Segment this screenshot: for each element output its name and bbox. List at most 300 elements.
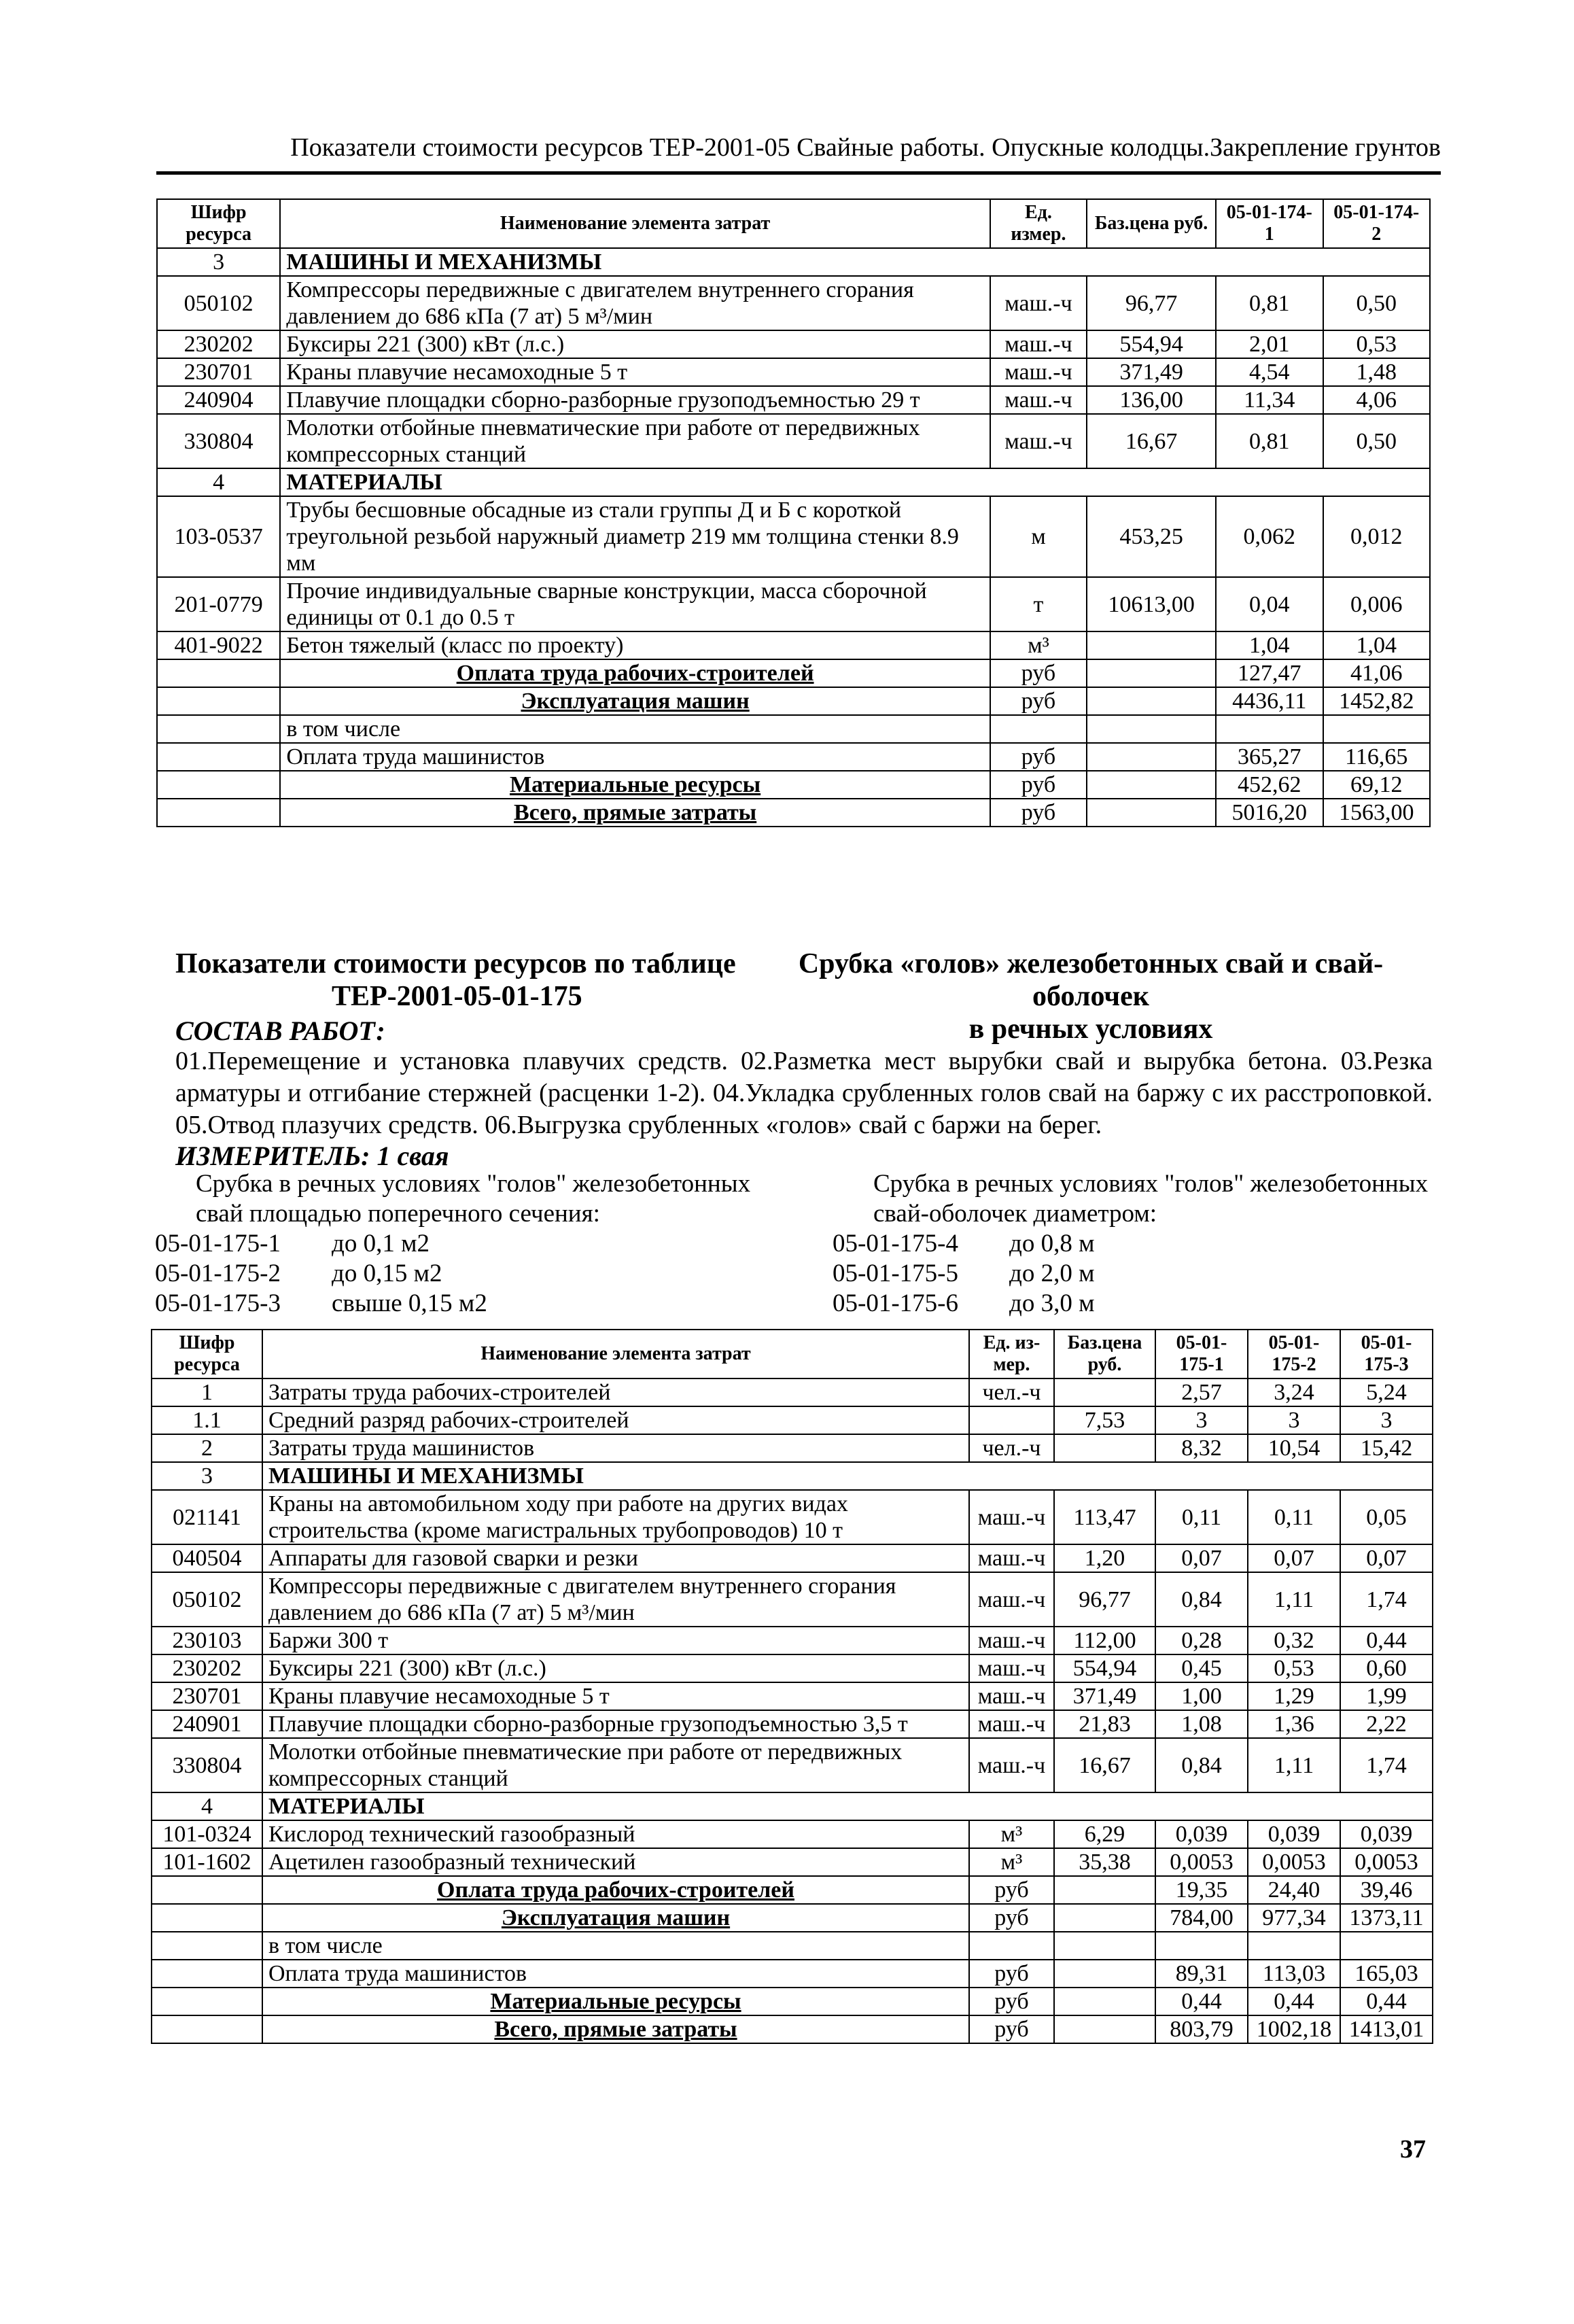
cell-price — [1087, 659, 1216, 687]
cell-value: 1,99 — [1340, 1682, 1433, 1710]
cell-value: 0,05 — [1340, 1490, 1433, 1544]
cell-name: Кислород технический газообразный — [262, 1820, 969, 1848]
cell-unit: маш.-ч — [969, 1627, 1054, 1654]
cell-value: 0,53 — [1248, 1654, 1340, 1682]
table-row — [152, 1378, 1433, 1406]
cell-unit: руб — [990, 771, 1087, 799]
variant-item — [155, 1289, 821, 1319]
table-row — [152, 1406, 1433, 1434]
table-row — [152, 1932, 1433, 1960]
left-intro-line2: свай площадью поперечного сечения: — [196, 1200, 600, 1228]
cell-value: 3 — [1340, 1406, 1433, 1434]
cell-blank — [157, 743, 280, 771]
resource-table-175 — [151, 1329, 1433, 2044]
table-row — [157, 496, 1430, 577]
cell-name: Компрессоры передвижные с двигателем внутреннего сгорания давлением до 686 кПа (7 ат) 5 м³/мин — [262, 1572, 969, 1627]
table-row — [157, 631, 1430, 659]
cell-name: Компрессоры передвижные с двигателем внутреннего сгорания давлением до 686 кПа (7 ат) 5 м³/мин — [280, 276, 990, 330]
cell-unit: руб — [969, 1960, 1054, 1988]
cell-value: 1,74 — [1340, 1572, 1433, 1627]
cell-value: 0,50 — [1323, 414, 1430, 468]
cell-unit: м — [990, 496, 1087, 577]
cell-price — [1087, 715, 1216, 743]
cell-price: 21,83 — [1054, 1710, 1155, 1738]
left-variants — [155, 1169, 821, 1319]
cell-value: 0,11 — [1248, 1490, 1340, 1544]
cell-code: 3 — [157, 248, 280, 276]
cell-value: 0,81 — [1216, 414, 1323, 468]
cell-name: Средний разряд рабочих-строителей — [262, 1406, 969, 1434]
cell-unit — [969, 1932, 1054, 1960]
cell-price — [1087, 743, 1216, 771]
table-row — [152, 1710, 1433, 1738]
cell-price: 136,00 — [1087, 386, 1216, 414]
cell-value: 165,03 — [1340, 1960, 1433, 1988]
cell-value: 19,35 — [1155, 1876, 1248, 1904]
variant-text: до 3,0 м — [1009, 1289, 1095, 1317]
cell-unit: руб — [990, 659, 1087, 687]
cell-price: 16,67 — [1087, 414, 1216, 468]
variant-code: 05-01-175-5 — [833, 1260, 958, 1287]
cell-unit: руб — [990, 799, 1087, 827]
cell-code: 240904 — [157, 386, 280, 414]
cell-value: 2,22 — [1340, 1710, 1433, 1738]
cell-code: 201-0779 — [157, 577, 280, 631]
cell-summary-name: Материальные ресурсы — [280, 771, 990, 799]
cell-value: 0,32 — [1248, 1627, 1340, 1654]
cell-unit: м³ — [969, 1820, 1054, 1848]
cell-value: 0,11 — [1155, 1490, 1248, 1544]
cell-summary-name: Оплата труда машинистов — [280, 743, 990, 771]
cell-value: 1,29 — [1248, 1682, 1340, 1710]
table-body — [152, 1378, 1433, 2043]
col-header-name: Наименование элемента затрат — [262, 1330, 969, 1378]
cell-price: 1,20 — [1054, 1544, 1155, 1572]
cell-code: 230202 — [157, 330, 280, 358]
cell-unit — [990, 715, 1087, 743]
table-row — [157, 715, 1430, 743]
variant-code: 05-01-175-3 — [155, 1289, 281, 1317]
cell-price — [1087, 687, 1216, 715]
cell-blank — [157, 687, 280, 715]
cell-code: 021141 — [152, 1490, 262, 1544]
cell-name: Молотки отбойные пневматические при работе от передвижных компрессорных станций — [280, 414, 990, 468]
cell-value: 2,57 — [1155, 1378, 1248, 1406]
cell-unit: маш.-ч — [990, 386, 1087, 414]
variant-code: 05-01-175-2 — [155, 1260, 281, 1287]
cell-blank — [157, 771, 280, 799]
cell-blank — [152, 1876, 262, 1904]
cell-value: 0,07 — [1248, 1544, 1340, 1572]
variant-item — [155, 1229, 821, 1259]
resource-table-174 — [156, 198, 1431, 827]
cell-value — [1323, 715, 1430, 743]
cell-value: 977,34 — [1248, 1904, 1340, 1932]
title-left-line1: Показатели стоимости ресурсов по таблице — [175, 948, 736, 979]
table-row — [152, 1490, 1433, 1544]
cell-name: Буксиры 221 (300) кВт (л.с.) — [262, 1654, 969, 1682]
cell-code: 040504 — [152, 1544, 262, 1572]
cell-value: 4,54 — [1216, 358, 1323, 386]
cell-value: 41,06 — [1323, 659, 1430, 687]
cell-name: Буксиры 221 (300) кВт (л.с.) — [280, 330, 990, 358]
cell-value: 69,12 — [1323, 771, 1430, 799]
cell-blank — [157, 659, 280, 687]
cell-unit: маш.-ч — [990, 358, 1087, 386]
work-composition-text: 01.Перемещение и установка плавучих средств. 02.Разметка мест вырубки свай и вырубка бетона. 03.Резка арматуры и отгибание стержней (расценки 1-2). 04.Укладка срубленных голов свай на баржу с их расстроповкой. 05.Отвод плазучих средств. 06.Выгрузка срубленных «голов» свай с баржи на берег. — [175, 1047, 1433, 1139]
cell-value: 0,44 — [1248, 1988, 1340, 2015]
cell-name: Баржи 300 т — [262, 1627, 969, 1654]
page-number: 37 — [1400, 2135, 1426, 2164]
variant-item — [833, 1259, 1444, 1289]
cell-unit: маш.-ч — [969, 1572, 1054, 1627]
col-header-code: Шифр ресурса — [152, 1330, 262, 1378]
cell-value: 0,81 — [1216, 276, 1323, 330]
table-body — [157, 248, 1430, 827]
cell-summary-name: Оплата труда машинистов — [262, 1960, 969, 1988]
table-row — [152, 1434, 1433, 1462]
cell-price: 7,53 — [1054, 1406, 1155, 1434]
work-composition-heading: СОСТАВ РАБОТ: — [175, 1016, 385, 1046]
variant-item — [833, 1229, 1444, 1259]
table-row — [152, 1572, 1433, 1627]
cell-summary-name: Эксплуатация машин — [280, 687, 990, 715]
col-header-v3: 05-01-175-3 — [1340, 1330, 1433, 1378]
cell-name: Плавучие площадки сборно-разборные грузоподъемностью 3,5 т — [262, 1710, 969, 1738]
table-row — [152, 1904, 1433, 1932]
cell-value: 0,45 — [1155, 1654, 1248, 1682]
cell-value: 15,42 — [1340, 1434, 1433, 1462]
cell-unit: руб — [990, 687, 1087, 715]
table-row — [152, 1792, 1433, 1820]
col-header-v2: 05-01-175-2 — [1248, 1330, 1340, 1378]
page-header — [156, 131, 1441, 175]
cell-value: 1002,18 — [1248, 2015, 1340, 2043]
table-row — [157, 468, 1430, 496]
cell-value: 5,24 — [1340, 1378, 1433, 1406]
cell-price — [1087, 631, 1216, 659]
cell-code: 330804 — [152, 1738, 262, 1792]
cell-value: 3,24 — [1248, 1378, 1340, 1406]
cell-value: 0,062 — [1216, 496, 1323, 577]
cell-value: 1,11 — [1248, 1572, 1340, 1627]
measurement-unit: ИЗМЕРИТЕЛЬ: 1 свая — [175, 1141, 449, 1171]
table-row — [157, 358, 1430, 386]
cell-unit: руб — [969, 1904, 1054, 1932]
cell-summary-name: Эксплуатация машин — [262, 1904, 969, 1932]
cell-section-name: МАШИНЫ И МЕХАНИЗМЫ — [262, 1462, 1433, 1490]
cell-value: 1563,00 — [1323, 799, 1430, 827]
variant-text: до 0,1 м2 — [332, 1230, 430, 1258]
table-row — [152, 1820, 1433, 1848]
cell-name: Аппараты для газовой сварки и резки — [262, 1544, 969, 1572]
cell-price: 453,25 — [1087, 496, 1216, 577]
cell-price — [1054, 1904, 1155, 1932]
cell-value: 0,0053 — [1155, 1848, 1248, 1876]
cell-unit: маш.-ч — [990, 276, 1087, 330]
table-header-row — [157, 199, 1430, 248]
cell-value: 1,04 — [1216, 631, 1323, 659]
variant-code: 05-01-175-1 — [155, 1230, 281, 1258]
table-row — [152, 1462, 1433, 1490]
cell-value: 0,0053 — [1340, 1848, 1433, 1876]
table-row — [157, 771, 1430, 799]
cell-price — [1054, 1378, 1155, 1406]
work-title — [748, 948, 1434, 1045]
cell-price — [1054, 1876, 1155, 1904]
cell-name: Краны плавучие несамоходные 5 т — [262, 1682, 969, 1710]
table-header-row — [152, 1330, 1433, 1378]
variant-item — [155, 1259, 821, 1289]
cell-blank — [152, 1988, 262, 2015]
cell-unit: маш.-ч — [990, 330, 1087, 358]
cell-value: 0,84 — [1155, 1572, 1248, 1627]
cell-blank — [152, 1904, 262, 1932]
cell-price: 6,29 — [1054, 1820, 1155, 1848]
page-header-title: Показатели стоимости ресурсов ТЕР-2001-05 Свайные работы. Опускные колодцы.Закрепление грунтов — [290, 133, 1441, 162]
table-row — [157, 330, 1430, 358]
table-row — [157, 276, 1430, 330]
variant-item — [833, 1289, 1444, 1319]
cell-value — [1216, 715, 1323, 743]
cell-code: 1 — [152, 1378, 262, 1406]
cell-value: 0,0053 — [1248, 1848, 1340, 1876]
cell-name: Бетон тяжелый (класс по проекту) — [280, 631, 990, 659]
cell-code: 1.1 — [152, 1406, 262, 1434]
cell-value: 784,00 — [1155, 1904, 1248, 1932]
cell-unit: руб — [969, 2015, 1054, 2043]
cell-value: 0,44 — [1155, 1988, 1248, 2015]
cell-value: 4,06 — [1323, 386, 1430, 414]
cell-blank — [157, 715, 280, 743]
variant-text: свыше 0,15 м2 — [332, 1289, 487, 1317]
cell-unit: маш.-ч — [969, 1738, 1054, 1792]
variant-code: 05-01-175-4 — [833, 1230, 958, 1258]
cell-value: 0,04 — [1216, 577, 1323, 631]
cell-price — [1087, 799, 1216, 827]
cell-value: 39,46 — [1340, 1876, 1433, 1904]
table-reference-title — [175, 948, 760, 1013]
col-header-name: Наименование элемента затрат — [280, 199, 990, 248]
cell-unit: чел.-ч — [969, 1378, 1054, 1406]
table-row — [152, 1544, 1433, 1572]
cell-name: Плавучие площадки сборно-разборные грузоподъемностью 29 т — [280, 386, 990, 414]
cell-code: 230103 — [152, 1627, 262, 1654]
table-row — [152, 1627, 1433, 1654]
cell-price: 96,77 — [1054, 1572, 1155, 1627]
cell-summary-name: в том числе — [280, 715, 990, 743]
table-row — [157, 577, 1430, 631]
variant-text: до 2,0 м — [1009, 1260, 1095, 1287]
cell-name: Краны плавучие несамоходные 5 т — [280, 358, 990, 386]
col-header-price: Баз.цена руб. — [1087, 199, 1216, 248]
variant-text: до 0,15 м2 — [332, 1260, 442, 1287]
col-header-unit: Ед. измер. — [990, 199, 1087, 248]
cell-price — [1087, 771, 1216, 799]
cell-value: 1,11 — [1248, 1738, 1340, 1792]
table-row — [157, 248, 1430, 276]
col-header-price: Баз.цена руб. — [1054, 1330, 1155, 1378]
cell-name: Трубы бесшовные обсадные из стали группы Д и Б с короткой треугольной резьбой наружный диаметр 219 мм толщина стенки 8.9 мм — [280, 496, 990, 577]
cell-code: 230202 — [152, 1654, 262, 1682]
cell-price: 16,67 — [1054, 1738, 1155, 1792]
cell-value: 1,36 — [1248, 1710, 1340, 1738]
table-row — [152, 2015, 1433, 2043]
cell-name: Затраты труда машинистов — [262, 1434, 969, 1462]
table-row — [152, 1738, 1433, 1792]
cell-unit: м³ — [990, 631, 1087, 659]
cell-price — [1054, 1434, 1155, 1462]
cell-value: 0,84 — [1155, 1738, 1248, 1792]
cell-blank — [152, 2015, 262, 2043]
cell-price — [1054, 1932, 1155, 1960]
cell-value: 0,60 — [1340, 1654, 1433, 1682]
cell-summary-name: Материальные ресурсы — [262, 1988, 969, 2015]
cell-value — [1248, 1932, 1340, 1960]
cell-price: 554,94 — [1054, 1654, 1155, 1682]
col-header-v2: 05-01-174-2 — [1323, 199, 1430, 248]
cell-unit: маш.-ч — [969, 1710, 1054, 1738]
cell-value: 0,07 — [1340, 1544, 1433, 1572]
cell-name: Краны на автомобильном ходу при работе на других видах строительства (кроме магистральных трубопроводов) 10 т — [262, 1490, 969, 1544]
cell-code: 050102 — [152, 1572, 262, 1627]
cell-summary-name: Всего, прямые затраты — [280, 799, 990, 827]
cell-price: 96,77 — [1087, 276, 1216, 330]
cell-code: 050102 — [157, 276, 280, 330]
cell-blank — [152, 1932, 262, 1960]
cell-unit: маш.-ч — [969, 1654, 1054, 1682]
cell-section-name: МАТЕРИАЛЫ — [280, 468, 1430, 496]
cell-value: 5016,20 — [1216, 799, 1323, 827]
title-left-line2: ТЕР-2001-05-01-175 — [332, 981, 582, 1012]
cell-unit: м³ — [969, 1848, 1054, 1876]
title-right-line1: Срубка «голов» железобетонных свай и свай-оболочек — [798, 948, 1384, 1012]
cell-code: 101-1602 — [152, 1848, 262, 1876]
cell-value: 0,012 — [1323, 496, 1430, 577]
cell-blank — [157, 799, 280, 827]
cell-value: 0,039 — [1248, 1820, 1340, 1848]
cell-code: 330804 — [157, 414, 280, 468]
table-row — [157, 743, 1430, 771]
table-row — [152, 1654, 1433, 1682]
cell-value: 89,31 — [1155, 1960, 1248, 1988]
cell-value: 0,07 — [1155, 1544, 1248, 1572]
col-header-v1: 05-01-175-1 — [1155, 1330, 1248, 1378]
cell-value: 4436,11 — [1216, 687, 1323, 715]
right-variants — [833, 1169, 1444, 1319]
table-row — [157, 414, 1430, 468]
cell-value: 0,44 — [1340, 1988, 1433, 2015]
cell-value: 365,27 — [1216, 743, 1323, 771]
cell-price: 371,49 — [1087, 358, 1216, 386]
cell-value: 11,34 — [1216, 386, 1323, 414]
cell-unit: чел.-ч — [969, 1434, 1054, 1462]
left-intro-line1: Срубка в речных условиях "голов" железобетонных — [196, 1170, 751, 1198]
cell-value — [1155, 1932, 1248, 1960]
cell-unit: т — [990, 577, 1087, 631]
table-row — [152, 1960, 1433, 1988]
title-right-line2: в речных условиях — [968, 1013, 1213, 1045]
table-row — [157, 386, 1430, 414]
table-row — [157, 687, 1430, 715]
cell-unit: руб — [990, 743, 1087, 771]
col-header-unit: Ед. из-мер. — [969, 1330, 1054, 1378]
cell-code: 230701 — [152, 1682, 262, 1710]
cell-summary-name: Оплата труда рабочих-строителей — [280, 659, 990, 687]
table-row — [152, 1848, 1433, 1876]
cell-value: 10,54 — [1248, 1434, 1340, 1462]
right-intro-line2: свай-оболочек диаметром: — [873, 1200, 1157, 1228]
cell-value: 0,006 — [1323, 577, 1430, 631]
cell-unit — [969, 1406, 1054, 1434]
cell-code: 4 — [157, 468, 280, 496]
variant-text: до 0,8 м — [1009, 1230, 1095, 1258]
cell-value: 3 — [1155, 1406, 1248, 1434]
cell-code: 4 — [152, 1792, 262, 1820]
cell-name: Ацетилен газообразный технический — [262, 1848, 969, 1876]
col-header-v1: 05-01-174-1 — [1216, 199, 1323, 248]
cell-code: 103-0537 — [157, 496, 280, 577]
cell-price — [1054, 1988, 1155, 2015]
cell-unit: маш.-ч — [969, 1544, 1054, 1572]
cell-value: 113,03 — [1248, 1960, 1340, 1988]
table-row — [152, 1682, 1433, 1710]
variant-code: 05-01-175-6 — [833, 1289, 958, 1317]
cell-price — [1054, 1960, 1155, 1988]
cell-summary-name: в том числе — [262, 1932, 969, 1960]
cell-value: 8,32 — [1155, 1434, 1248, 1462]
cell-section-name: МАШИНЫ И МЕХАНИЗМЫ — [280, 248, 1430, 276]
cell-value: 0,28 — [1155, 1627, 1248, 1654]
right-intro-line1: Срубка в речных условиях "голов" железобетонных — [873, 1170, 1429, 1198]
cell-summary-name: Всего, прямые затраты — [262, 2015, 969, 2043]
cell-code: 230701 — [157, 358, 280, 386]
cell-value: 0,50 — [1323, 276, 1430, 330]
cell-unit: руб — [969, 1876, 1054, 1904]
cell-price: 371,49 — [1054, 1682, 1155, 1710]
cell-price: 113,47 — [1054, 1490, 1155, 1544]
cell-unit: маш.-ч — [969, 1490, 1054, 1544]
cell-value: 803,79 — [1155, 2015, 1248, 2043]
cell-value: 127,47 — [1216, 659, 1323, 687]
cell-value: 0,039 — [1155, 1820, 1248, 1848]
cell-unit: маш.-ч — [969, 1682, 1054, 1710]
table-row — [152, 1876, 1433, 1904]
cell-name: Прочие индивидуальные сварные конструкции, масса сборочной единицы от 0.1 до 0.5 т — [280, 577, 990, 631]
cell-code: 401-9022 — [157, 631, 280, 659]
cell-value: 1413,01 — [1340, 2015, 1433, 2043]
cell-price: 35,38 — [1054, 1848, 1155, 1876]
cell-value: 3 — [1248, 1406, 1340, 1434]
cell-code: 2 — [152, 1434, 262, 1462]
cell-summary-name: Оплата труда рабочих-строителей — [262, 1876, 969, 1904]
cell-price: 10613,00 — [1087, 577, 1216, 631]
cell-name: Затраты труда рабочих-строителей — [262, 1378, 969, 1406]
cell-value: 24,40 — [1248, 1876, 1340, 1904]
cell-value: 1,74 — [1340, 1738, 1433, 1792]
table-row — [152, 1988, 1433, 2015]
cell-unit: руб — [969, 1988, 1054, 2015]
table-row — [157, 659, 1430, 687]
cell-code: 240901 — [152, 1710, 262, 1738]
cell-value: 1,48 — [1323, 358, 1430, 386]
cell-value: 0,039 — [1340, 1820, 1433, 1848]
cell-value: 1452,82 — [1323, 687, 1430, 715]
cell-value: 1,08 — [1155, 1710, 1248, 1738]
cell-name: Молотки отбойные пневматические при работе от передвижных компрессорных станций — [262, 1738, 969, 1792]
cell-value: 2,01 — [1216, 330, 1323, 358]
cell-price: 554,94 — [1087, 330, 1216, 358]
